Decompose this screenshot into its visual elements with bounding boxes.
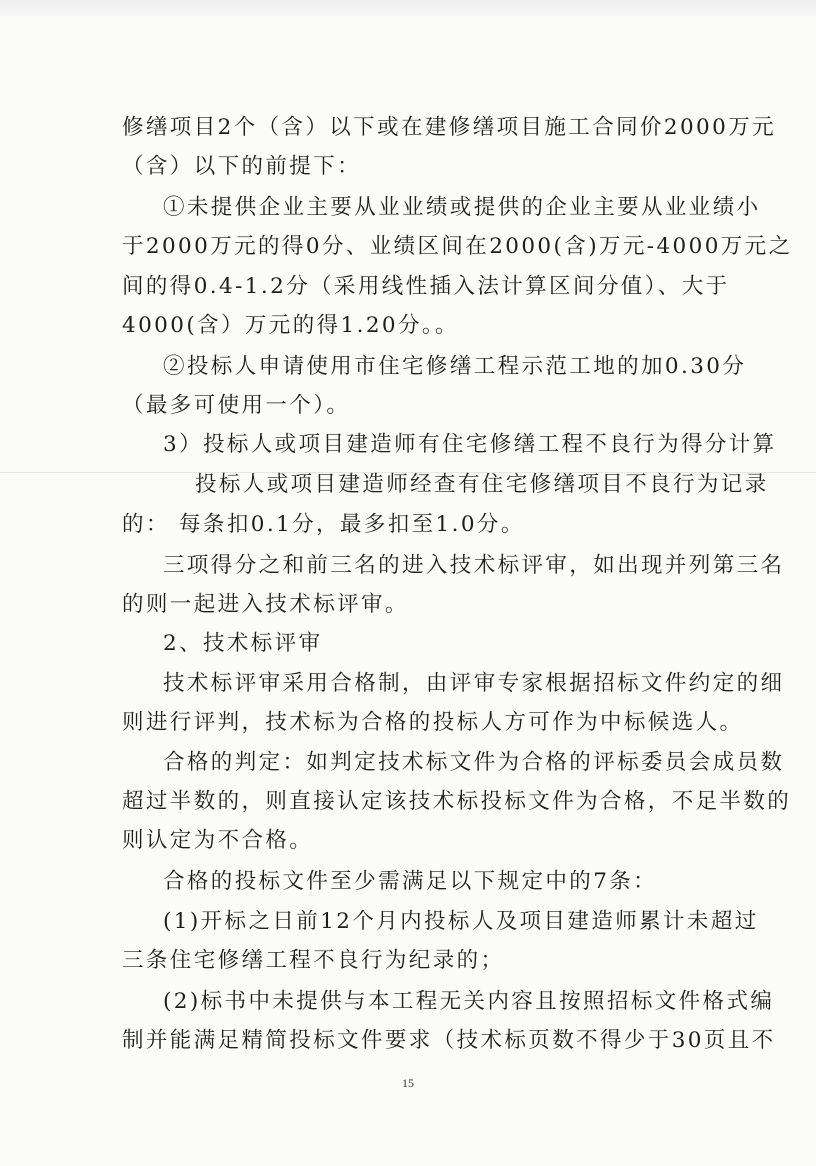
text-line: 的则一起进入技术标评审。: [122, 592, 409, 617]
text-line: 投标人或项目建造师经查有住宅修缮项目不良行为记录: [195, 472, 769, 497]
text-line: 技术标评审采用合格制，由评审专家根据招标文件约定的细: [163, 671, 785, 696]
text-line: (2)标书中未提供与本工程无关内容且按照招标文件格式编: [163, 989, 775, 1014]
text-line: 则认定为不合格。: [122, 828, 314, 853]
scan-shadow: [0, 0, 816, 18]
text-line: 则进行评判，技术标为合格的投标人方可作为中标候选人。: [122, 710, 744, 735]
section-heading: 2、技术标评审: [163, 631, 323, 656]
text-line: 的： 每条扣0.1分，最多扣至1.0分。: [122, 512, 525, 537]
text-line: 间的得0.4-1.2分（采用线性插入法计算区间分值）、大于: [122, 274, 730, 299]
text-line: 修缮项目2个（含）以下或在建修缮项目施工合同价2000万元: [122, 115, 776, 140]
text-line: （含）以下的前提下：: [122, 154, 362, 179]
text-line: 于2000万元的得0分、业绩区间在2000(含)万元-4000万元之: [122, 234, 793, 259]
text-line: 制并能满足精简投标文件要求（技术标页数不得少于30页且不: [122, 1028, 776, 1053]
text-line: ②投标人申请使用市住宅修缮工程示范工地的加0.30分: [163, 354, 747, 379]
text-line: (1)开标之日前12个月内投标人及项目建造师累计未超过: [163, 909, 759, 934]
text-line: 合格的投标文件至少需满足以下规定中的7条：: [163, 869, 658, 894]
page-number: 15: [402, 1076, 414, 1090]
text-line: 4000(含）万元的得1.20分。。: [122, 313, 459, 338]
text-line: 合格的判定：如判定技术标文件为合格的评标委员会成员数: [163, 750, 785, 775]
text-line: ①未提供企业主要从业业绩或提供的企业主要从业业绩小: [163, 195, 761, 220]
text-line: 超过半数的，则直接认定该技术标投标文件为合格，不足半数的: [122, 789, 792, 814]
text-line: 3）投标人或项目建造师有住宅修缮工程不良行为得分计算: [163, 432, 777, 457]
text-line: （最多可使用一个）。: [122, 393, 351, 418]
text-line: 三条住宅修缮工程不良行为纪录的；: [122, 948, 505, 973]
text-line: 三项得分之和前三名的进入技术标评审，如出现并列第三名: [163, 553, 785, 578]
